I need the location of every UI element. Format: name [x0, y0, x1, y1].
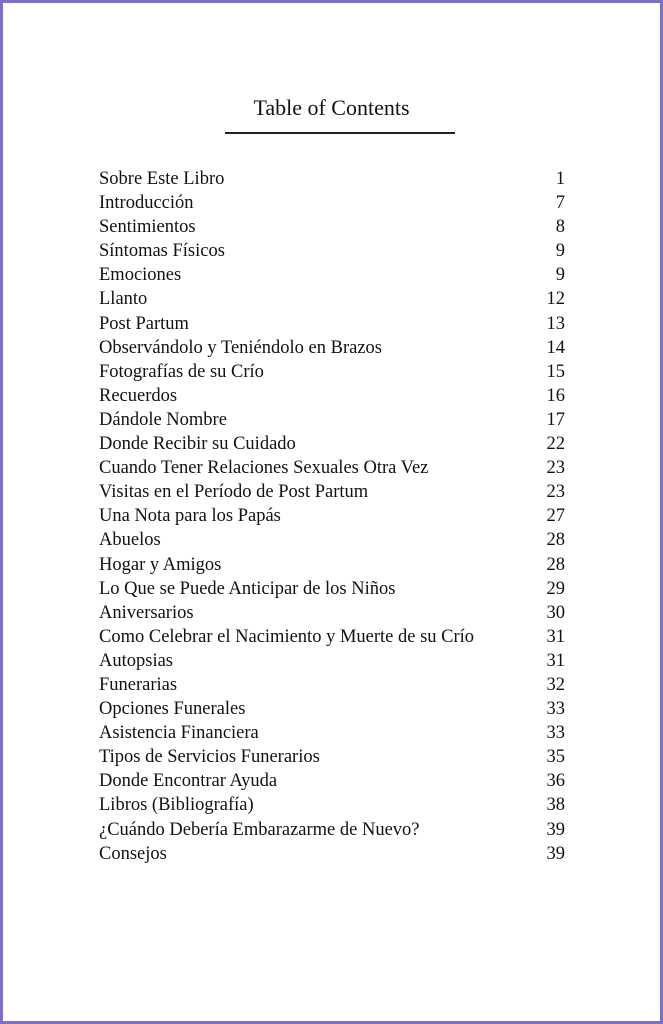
toc-entry-label: Sobre Este Libro	[99, 169, 225, 189]
toc-entry	[99, 793, 565, 817]
toc-entry-label: Consejos	[99, 843, 167, 864]
toc-entry-page-number: 29	[546, 578, 565, 599]
toc-entry-label: Libros (Bibliografía)	[99, 795, 254, 816]
toc-entry-page-number: 13	[546, 313, 565, 334]
toc-entry-page-number: 1	[555, 169, 565, 189]
toc-entry	[99, 191, 565, 215]
toc-entry-page-number: 9	[555, 241, 565, 262]
toc-entry-label: Llanto	[99, 289, 148, 310]
toc-entry-page-number: 36	[546, 771, 565, 792]
toc-entry	[99, 504, 565, 528]
toc-entry-page-number: 35	[546, 747, 565, 768]
toc-entry-page-number: 8	[555, 217, 565, 238]
toc-entry-label: Post Partum	[99, 313, 189, 334]
toc-entry-label: Donde Encontrar Ayuda	[99, 771, 278, 792]
toc-entry	[99, 673, 565, 697]
toc-entry-page-number: 7	[555, 193, 565, 214]
toc-entry	[99, 721, 565, 745]
toc-entry-page-number: 38	[546, 795, 565, 816]
toc-entry-label: Visitas en el Período de Post Partum	[99, 482, 369, 503]
toc-entry-label: Donde Recibir su Cuidado	[99, 434, 296, 455]
toc-entry-page-number: 16	[546, 385, 565, 406]
toc-entry	[99, 263, 565, 287]
toc-entry	[99, 336, 565, 360]
toc-entry-page-number: 32	[546, 674, 565, 695]
toc-entry-label: Síntomas Físicos	[99, 241, 225, 262]
toc-entry-label: ¿Cuándo Debería Embarazarme de Nuevo?	[99, 819, 420, 840]
toc-list	[99, 167, 565, 866]
toc-entry	[99, 842, 565, 866]
toc-entry	[99, 312, 565, 336]
title-underline-divider	[225, 132, 455, 134]
toc-entry-page-number: 39	[546, 843, 565, 864]
toc-entry-label: Sentimientos	[99, 217, 196, 238]
toc-entry	[99, 239, 565, 263]
toc-entry-label: Fotografías de su Crío	[99, 361, 264, 382]
toc-entry-label: Dándole Nombre	[99, 409, 227, 430]
toc-entry	[99, 818, 565, 842]
toc-entry	[99, 456, 565, 480]
toc-entry-label: Cuando Tener Relaciones Sexuales Otra Vez	[99, 458, 429, 479]
toc-entry	[99, 215, 565, 239]
toc-entry-label: Funerarias	[99, 674, 178, 695]
toc-entry-page-number: 28	[546, 554, 565, 575]
toc-entry-page-number: 33	[546, 723, 565, 744]
toc-entry-label: Emociones	[99, 265, 182, 286]
toc-entry	[99, 601, 565, 625]
toc-entry-label: Opciones Funerales	[99, 699, 246, 720]
toc-entry	[99, 553, 565, 577]
toc-entry-page-number: 30	[546, 602, 565, 623]
toc-entry-label: Hogar y Amigos	[99, 554, 222, 575]
toc-entry-label: Introducción	[99, 193, 194, 214]
toc-entry-page-number: 31	[546, 626, 565, 647]
toc-entry-page-number: 23	[546, 482, 565, 503]
toc-entry	[99, 432, 565, 456]
toc-entry	[99, 697, 565, 721]
toc-entry-page-number: 9	[555, 265, 565, 286]
toc-entry-page-number: 28	[546, 530, 565, 551]
toc-entry-label: Como Celebrar el Nacimiento y Muerte de su Crío	[99, 626, 475, 647]
toc-entry	[99, 528, 565, 552]
toc-entry-page-number: 31	[546, 650, 565, 671]
toc-entry-page-number: 14	[546, 337, 565, 358]
toc-entry	[99, 384, 565, 408]
toc-entry-label: Aniversarios	[99, 602, 194, 623]
toc-entry	[99, 577, 565, 601]
toc-entry-page-number: 12	[546, 289, 565, 310]
toc-entry-page-number: 27	[546, 506, 565, 527]
toc-entry-page-number: 15	[546, 361, 565, 382]
toc-entry	[99, 769, 565, 793]
toc-entry-page-number: 33	[546, 699, 565, 720]
toc-entry-label: Una Nota para los Papás	[99, 506, 281, 527]
toc-entry	[99, 167, 565, 191]
toc-entry-label: Observándolo y Teniéndolo en Brazos	[99, 337, 382, 358]
toc-entry-page-number: 23	[546, 458, 565, 479]
toc-entry-page-number: 22	[546, 434, 565, 455]
toc-entry-label: Abuelos	[99, 530, 161, 551]
toc-entry-label: Lo Que se Puede Anticipar de los Niños	[99, 578, 396, 599]
toc-entry	[99, 480, 565, 504]
toc-entry-label: Asistencia Financiera	[99, 723, 259, 744]
toc-entry	[99, 649, 565, 673]
toc-entry	[99, 287, 565, 311]
toc-entry	[99, 408, 565, 432]
toc-title: Table of Contents	[253, 95, 410, 120]
toc-entry-label: Tipos de Servicios Funerarios	[99, 747, 320, 768]
toc-entry-page-number: 17	[546, 409, 565, 430]
toc-entry	[99, 745, 565, 769]
toc-entry	[99, 625, 565, 649]
toc-entry-label: Recuerdos	[99, 385, 178, 406]
toc-entry	[99, 360, 565, 384]
toc-entry-page-number: 39	[546, 819, 565, 840]
toc-entry-label: Autopsias	[99, 650, 173, 671]
